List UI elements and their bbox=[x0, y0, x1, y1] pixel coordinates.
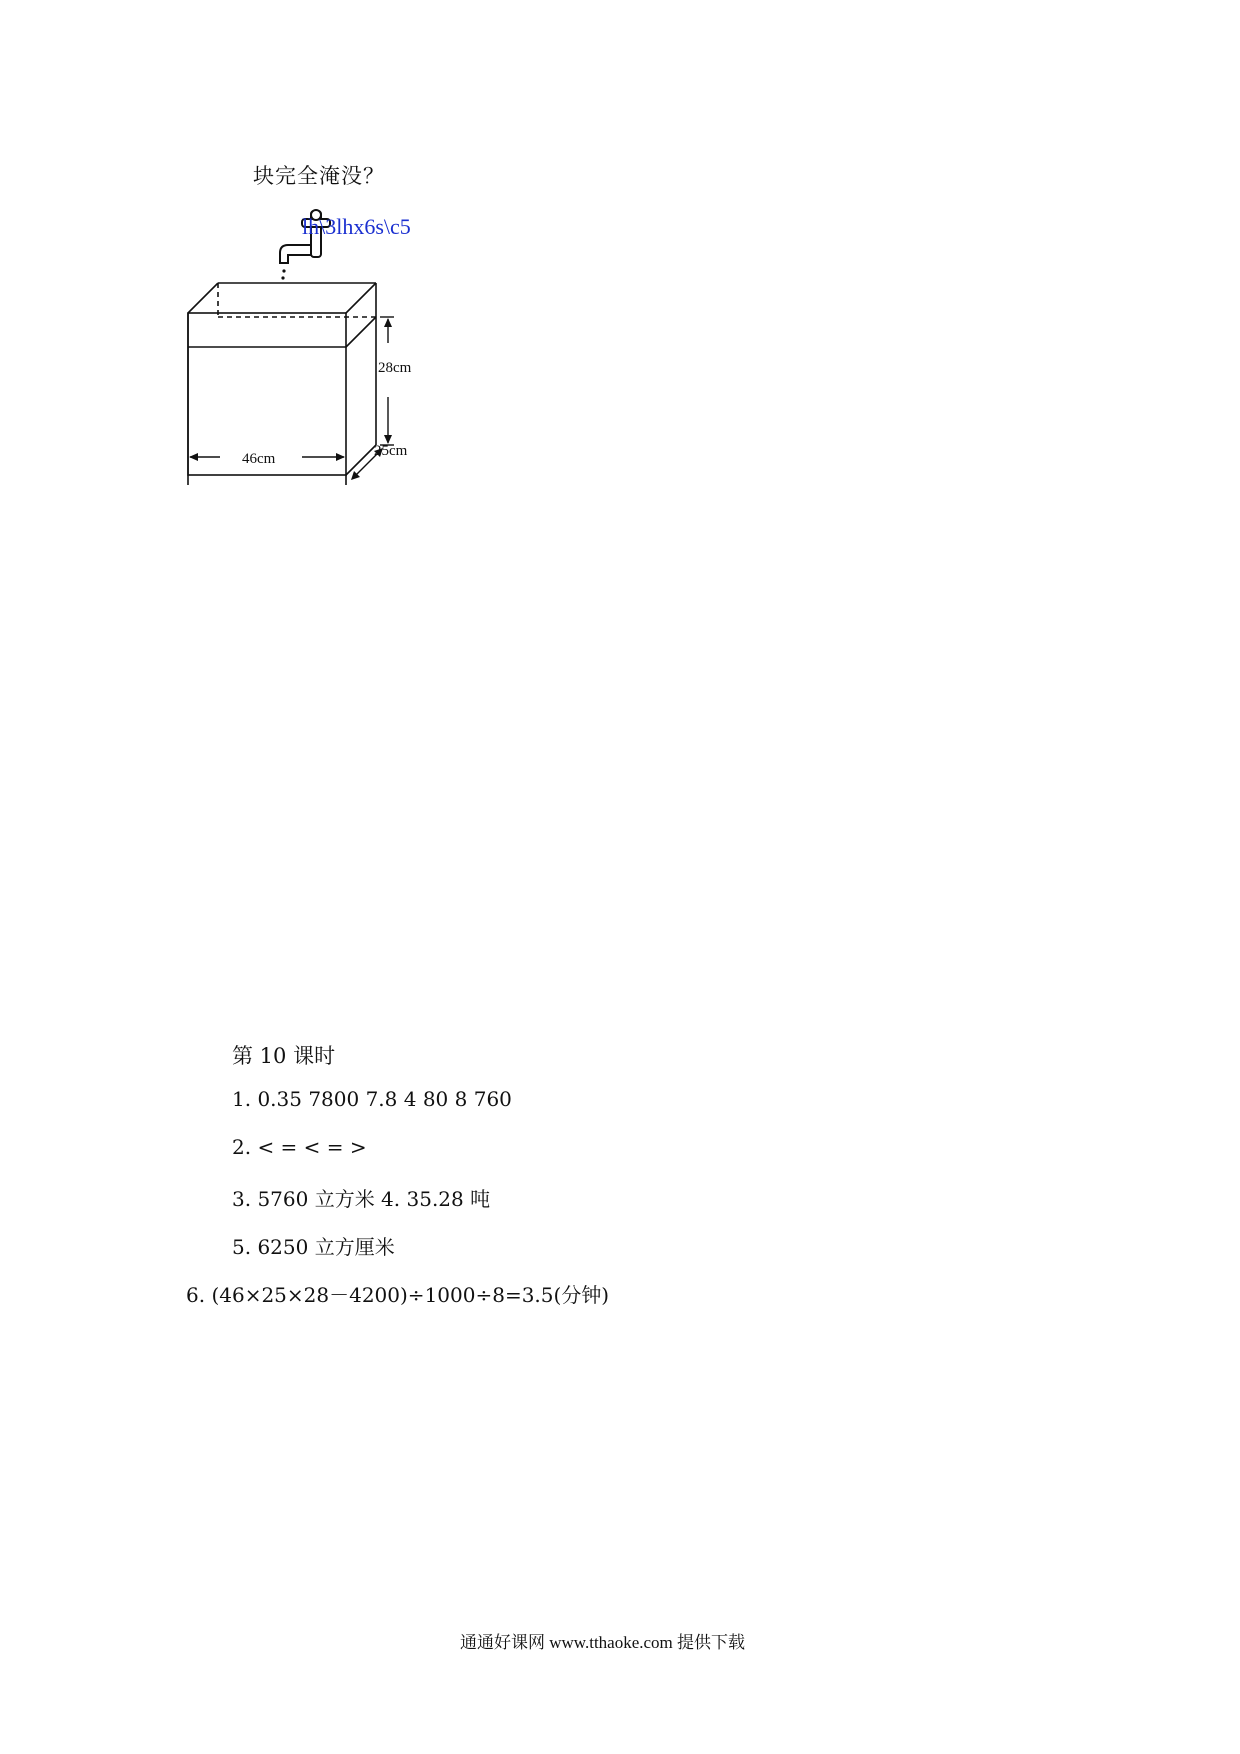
height-dimension bbox=[380, 317, 394, 445]
answer-line-3: 3. 5760 立方米 4. 35.28 吨 bbox=[232, 1187, 491, 1211]
tank-box bbox=[188, 283, 376, 485]
answer-line-2: 2. < = < = > bbox=[232, 1135, 367, 1159]
answer-line-5: 6. (46×25×28－4200)÷1000÷8=3.5(分钟) bbox=[186, 1283, 610, 1307]
answer-section-title: 第 10 课时 bbox=[232, 1044, 336, 1068]
tank-figure bbox=[180, 205, 440, 485]
page-footer: 通通好课网 www.tthaoke.com 提供下载 bbox=[460, 1633, 746, 1652]
tank-diagram bbox=[180, 205, 440, 485]
watermark-link[interactable]: lh\3lhx6s\c5 bbox=[302, 214, 411, 239]
question-continuation-text: 块完全淹没？ bbox=[253, 164, 385, 188]
answer-line-1: 1. 0.35 7800 7.8 4 80 8 760 bbox=[232, 1087, 512, 1111]
depth-label: 25cm bbox=[374, 443, 408, 459]
width-label: 46cm bbox=[242, 451, 276, 467]
water-drops bbox=[281, 269, 285, 279]
height-label: 28cm bbox=[378, 360, 412, 376]
answer-line-4: 5. 6250 立方厘米 bbox=[232, 1235, 395, 1259]
